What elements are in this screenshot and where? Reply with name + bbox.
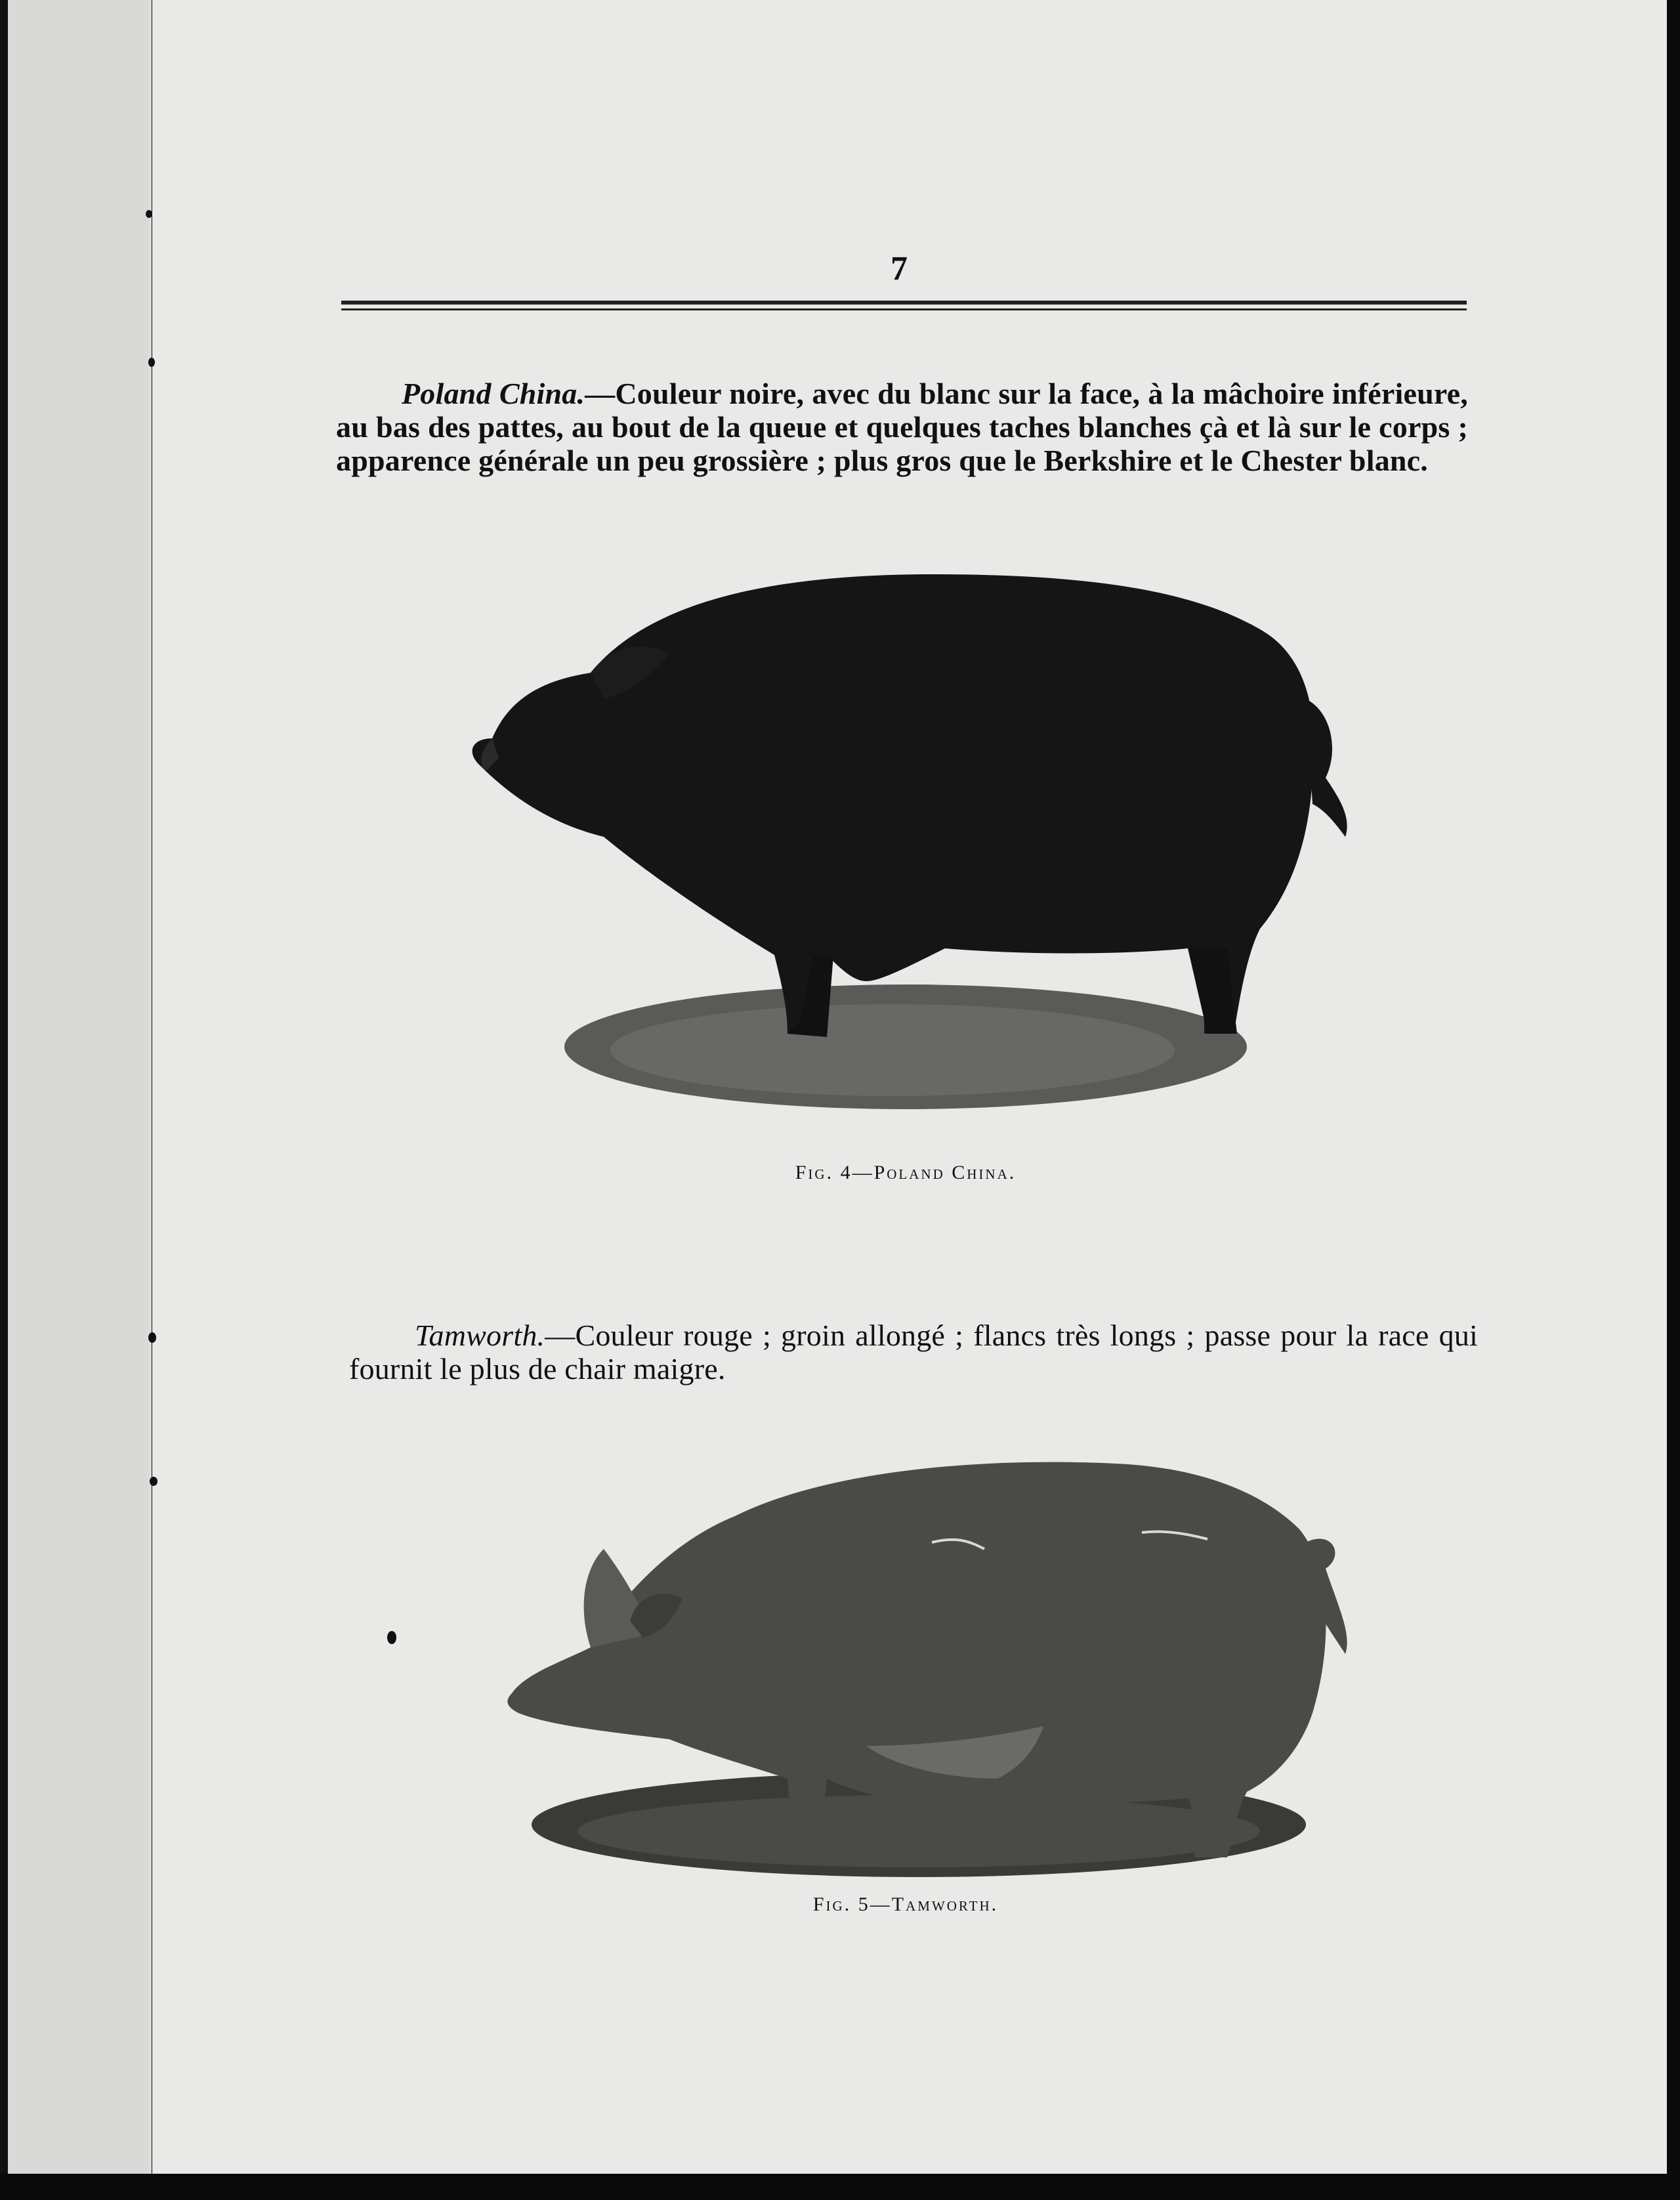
binding-line bbox=[148, 0, 152, 2200]
pig-tail bbox=[1306, 699, 1347, 837]
figure-caption: Fig. 5—Tamworth. bbox=[812, 1893, 999, 1915]
breed-name: Poland China. bbox=[402, 377, 585, 410]
scan-edge-right bbox=[1667, 0, 1680, 2200]
ground-straw-light bbox=[578, 1795, 1260, 1867]
scan-speck bbox=[148, 1332, 156, 1343]
scan-speck bbox=[148, 358, 155, 367]
figure-caption: Fig. 4—Poland China. bbox=[795, 1162, 1017, 1183]
paragraph-tamworth bbox=[349, 1319, 1478, 1386]
scan-speck bbox=[387, 1631, 396, 1644]
breed-name: Tamworth. bbox=[415, 1319, 545, 1352]
paragraph-poland-china bbox=[336, 377, 1468, 477]
scan-edge bbox=[0, 0, 8, 2200]
breed-description: —Couleur rouge ; groin allongé ; flancs très longs ; passe pour la race qui fournit le plus de chair maigre. bbox=[349, 1319, 1478, 1386]
red-pig-illustration bbox=[486, 1437, 1352, 1884]
scan-speck bbox=[150, 1477, 158, 1486]
scan-edge-bottom bbox=[0, 2174, 1680, 2200]
black-pig-illustration bbox=[433, 561, 1391, 1126]
breed-description: —Couleur noire, avec du blanc sur la face, à la mâchoire inférieure, au bas des pattes, au bout de la queue et quelques taches blanches çà et là sur le corps ; apparence générale un peu grossière ; plus gros que le Berkshire et le Chester blanc. bbox=[336, 377, 1468, 477]
pig-body bbox=[472, 574, 1314, 1034]
ground-grass bbox=[610, 1004, 1175, 1096]
header-rule bbox=[341, 301, 1467, 305]
left-page-edge bbox=[0, 0, 148, 2200]
header-rule-thin bbox=[341, 308, 1467, 310]
scan-speck bbox=[146, 210, 152, 218]
page-number: 7 bbox=[891, 250, 908, 287]
